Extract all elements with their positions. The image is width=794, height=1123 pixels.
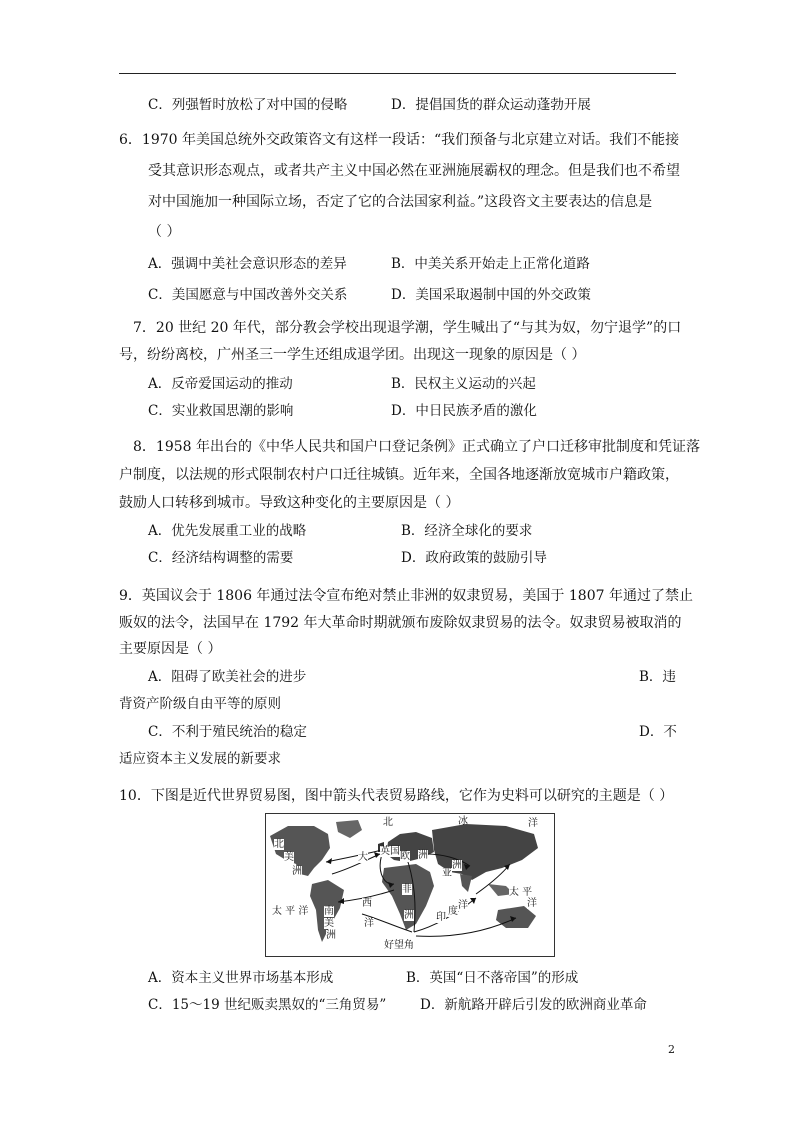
map-label-indian-3: 洋	[458, 900, 468, 911]
q9-stem-line3: 主要原因是（ ）	[119, 641, 222, 657]
map-label-cape: 好望角	[384, 940, 414, 951]
map-label-sa-2: 美	[324, 918, 334, 929]
map-label-ice: 冰	[458, 816, 468, 827]
q8-option-a: A．优先发展重工业的战略	[148, 523, 307, 539]
q10-option-a: A．资本主义世界市场基本形成	[148, 970, 334, 986]
map-label-eu-2: 洲	[418, 850, 428, 861]
q7-option-a: A．反帝爱国运动的推动	[148, 376, 293, 392]
map-label-indian-1: 印	[436, 912, 446, 923]
map-label-na-3: 洲	[292, 866, 302, 877]
q9-option-b-tail: 背资产阶级自由平等的原则	[119, 696, 281, 712]
map-label-af-1: 非	[402, 884, 412, 895]
q7-option-b: B．民权主义运动的兴起	[391, 376, 536, 392]
map-label-britain: 英国	[380, 846, 400, 857]
q6-option-b: B．中美关系开始走上正常化道路	[391, 256, 590, 272]
map-label-pacific-right-2: 洋	[527, 898, 537, 909]
map-label-atlantic-1: 大	[358, 852, 368, 863]
map-label-as-2: 洲	[452, 860, 462, 871]
map-label-ocean-top: 洋	[528, 818, 538, 829]
q6-stem-line2: 受其意识形态观点，或者共产主义中国必然在亚洲施展霸权的理念。但是我们也不希望	[148, 163, 680, 179]
header-rule	[119, 73, 676, 74]
q10-option-d: D．新航路开辟后引发的欧洲商业革命	[420, 997, 647, 1013]
map-label-atlantic-3: 洋	[364, 918, 374, 929]
q7-option-c: C．实业救国思潮的影响	[148, 403, 294, 419]
q6-stem-line4: （ ）	[148, 224, 181, 240]
q9-option-c: C．不利于殖民统治的稳定	[148, 724, 307, 740]
q8-option-d: D．政府政策的鼓励引导	[401, 550, 547, 566]
route-america-to-europe	[332, 854, 380, 874]
q9-stem-line2: 贩奴的法令，法国早在 1792 年大革命时期就颁布废除奴隶贸易的法令。奴隶贸易被取消的	[119, 615, 682, 631]
map-label-sa-3: 洲	[326, 930, 336, 941]
q9-option-b-head: B．违	[639, 669, 676, 685]
q7-stem-line2: 号，纷纷离校，广州圣三一学生还组成退学团。出现这一现象的原因是（ ）	[119, 347, 586, 363]
q8-stem-line2: 户制度，以法规的形式限制农村户口迁往城镇。近年来，全国各地逐渐放宽城市户籍政策，	[119, 467, 679, 483]
map-label-pacific-right: 太 平	[509, 887, 533, 898]
q10-stem: 10．下图是近代世界贸易图，图中箭头代表贸易路线，它作为史料可以研究的主题是（ ）	[119, 788, 674, 804]
map-label-af-2: 洲	[404, 910, 414, 921]
q9-stem-line1: 9．英国议会于 1806 年通过法令宣布绝对禁止非洲的奴隶贸易，美国于 1807 年通过了禁止	[119, 588, 693, 604]
q9-option-a: A．阻碍了欧美社会的进步	[148, 669, 307, 685]
map-label-sa-1: 南	[324, 906, 334, 917]
q6-stem-line3: 对中国施加一种国际立场，否定了它的合法国家利益。”这段咨文主要表达的信息是	[148, 194, 653, 210]
q8-option-b: B．经济全球化的要求	[401, 523, 533, 539]
map-label-north: 北	[383, 817, 393, 828]
q6-stem-line1: 6．1970 年美国总统外交政策咨文有这样一段话：“我们预备与北京建立对话。我们不能接	[119, 132, 680, 148]
q8-option-c: C．经济结构调整的需要	[148, 550, 294, 566]
map-label-na-1: 北	[274, 839, 284, 850]
q6-option-d: D．美国采取遏制中国的外交政策	[391, 287, 591, 303]
map-label-pacific-left: 太 平 洋	[272, 906, 309, 917]
route-britain-to-north-america	[326, 850, 382, 862]
q10-option-c: C．15～19 世纪贩卖黑奴的“三角贸易”	[148, 997, 387, 1013]
page-number: 2	[668, 1043, 675, 1056]
q7-option-d: D．中日民族矛盾的激化	[391, 403, 537, 419]
india-landmass	[460, 874, 472, 892]
q7-stem-line1: 7．20 世纪 20 年代，部分教会学校出现退学潮，学生喊出了“与其为奴，勿宁退学”的口	[133, 320, 682, 336]
greenland-landmass	[336, 820, 362, 838]
q5-option-d: D．提倡国货的群众运动蓬勃开展	[391, 97, 591, 113]
q6-option-a: A．强调中美社会意识形态的差异	[148, 256, 347, 272]
q8-stem-line3: 鼓励人口转移到城市。导致这种变化的主要原因是（ ）	[119, 495, 460, 511]
q8-stem-line1: 8．1958 年出台的《中华人民共和国户口登记条例》正式确立了户口迁移审批制度和凭证落	[133, 439, 700, 455]
world-trade-map	[265, 813, 555, 957]
map-label-eu-1: 欧	[400, 851, 410, 862]
q6-option-c: C．美国愿意与中国改善外交关系	[148, 287, 348, 303]
map-label-atlantic-2: 西	[362, 898, 372, 909]
australia-landmass	[496, 906, 536, 928]
map-label-indian-2: 度	[448, 906, 458, 917]
q9-option-d-head: D．不	[639, 724, 677, 740]
q10-option-b: B．英国“日不落帝国”的形成	[406, 970, 579, 986]
map-label-as-1: 亚	[442, 868, 452, 879]
q5-option-c: C．列强暂时放松了对中国的侵略	[148, 97, 348, 113]
q9-option-d-tail: 适应资本主义发展的新要求	[119, 751, 281, 767]
map-label-na-2: 美	[284, 852, 294, 863]
